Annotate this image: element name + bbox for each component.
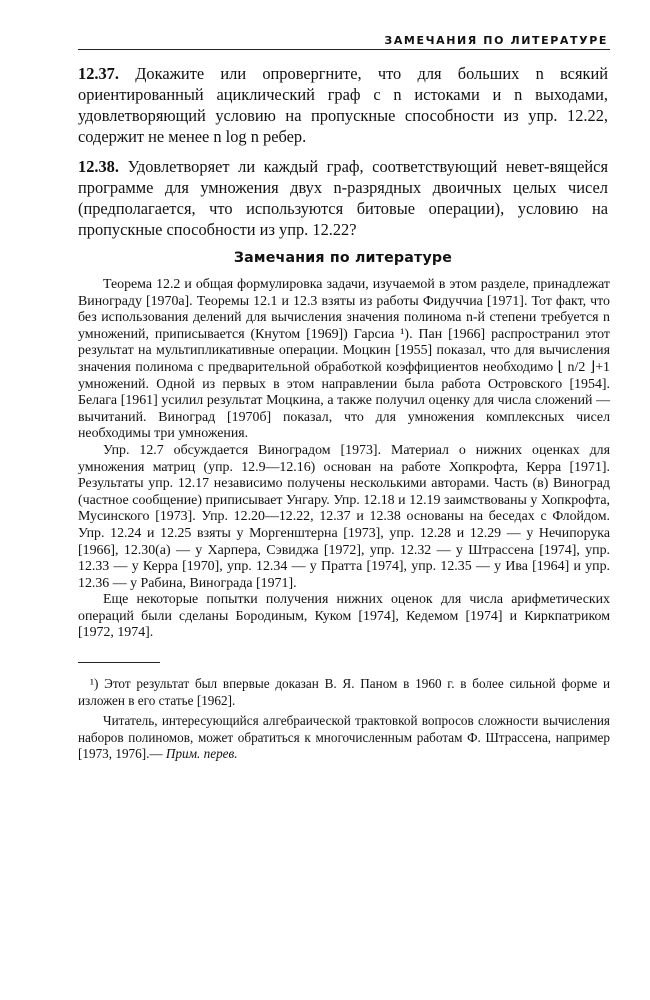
exercise-list bbox=[78, 63, 608, 249]
notes-paragraph-3: Еще некоторые попытки получения нижних оценок для числа арифметических операций были сделаны Бородиным, Куком [1974], Кедемом [1974] и Киркпатриком [1972, 1974]. bbox=[78, 592, 610, 641]
running-header bbox=[78, 28, 610, 50]
footnotes bbox=[78, 676, 610, 767]
footnote-separator bbox=[78, 662, 160, 663]
exercise-12-38 bbox=[78, 156, 608, 240]
translator-note-text: Читатель, интересующийся алгебраической трактовкой вопросов сложности вычисления наборов полиномов, может обратиться к многочисленным работам Ф. Штрассена, например [1973, 1976].— bbox=[78, 713, 610, 761]
exercise-12-37 bbox=[78, 63, 608, 147]
exercise-number: 12.37. bbox=[78, 64, 119, 83]
notes-paragraph-2: Упр. 12.7 обсуждается Виноградом [1973]. Материал о нижних оценках для умножения матриц (упр. 12.9—12.16) основан на работе Хопкрофта, Керра [1971]. Результаты упр. 12.17 независимо получены несколькими авторами. Часть (в) Виноград (частное сообщение) приписывает Унгару. Упр. 12.18 и 12.19 заимствованы у Хопкрофта, Мусинского [1973]. Упр. 12.20—12.22, 12.37 и 12.38 основаны на беседах с Флойдом. Упр. 12.24 и 12.25 взяты у Моргенштерна [1973], упр. 12.28 и 12.29 — у Нечипорука [1966], 12.30(а) — у Харпера, Сэвиджа [1972], упр. 12.32 — у Штрассена [1974], упр. 12.33 — у Керра [1970], упр. 12.34 — у Пратта [1974], упр. 12.35 — у Ива [1964] и упр. 12.36 — у Рабина, Винограда [1971]. bbox=[78, 442, 610, 591]
section-title: Замечания по литературе bbox=[233, 250, 453, 266]
exercise-number: 12.38. bbox=[78, 157, 119, 176]
exercise-text: Удовлетворяет ли каждый граф, соответствующий невет-вящейся программе для умножения двух n-разрядных двоичных целых чисел (предполагается, что используются битовые операции), условию на пропускные способности из упр. 12.22? bbox=[78, 157, 608, 239]
footnote-1: ¹) Этот результат был впервые доказан В. Я. Паном в 1960 г. в более сильной форме и изложен в его статье [1962]. bbox=[78, 676, 610, 708]
translator-signature: Прим. перев. bbox=[165, 746, 238, 761]
translator-note bbox=[78, 713, 610, 763]
notes-paragraph-1: Теорема 12.2 и общая формулировка задачи, изучаемой в этом разделе, принадлежат Винограду [1970а]. Теоремы 12.1 и 12.3 взяты из работы Фидуччиа [1971]. Тот факт, что без использования делений для вычисления значения полинома n-й степени требуется n умножений, приписывается (Кнутом [1969]) Гарсиа ¹). Пан [1966] распространил этот результат на мультипликативные операции. Моцкин [1955] показал, что для вычисления значения полинома с предварительной обработкой коэффициентов необходимо ⌊ n/2 ⌋+1 умножений. Одной из первых в этом направлении была работа Островского [1954]. Белага [1961] усилил результат Моцкина, а также получил оценку для числа сложений — вычитаний. Виноград [1970б] показал, что для умножения комплексных чисел необходимы три умножения. bbox=[78, 277, 610, 442]
bibliographic-notes bbox=[78, 277, 610, 642]
exercise-text: Докажите или опровергните, что для больших n всякий ориентированный ациклический граф с n истоками и n выходами, удовлетворяющий условию на пропускные способности из упр. 12.22, содержит не менее n log n ребер. bbox=[78, 64, 608, 146]
running-title: ЗАМЕЧАНИЯ ПО ЛИТЕРАТУРЕ bbox=[384, 34, 608, 47]
